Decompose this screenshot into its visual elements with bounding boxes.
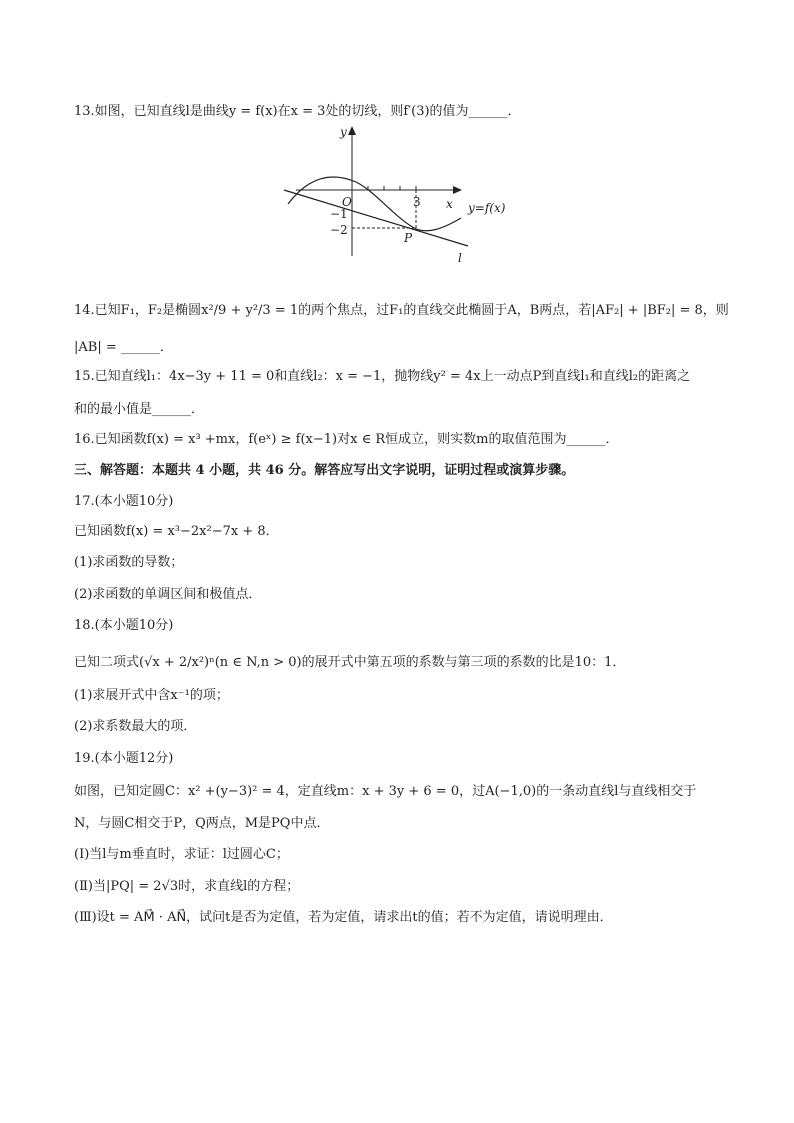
question-19-part2: (Ⅱ)当|PQ| = 2√3时，求直线l的方程； — [74, 879, 300, 894]
question-18-part2: (2)求系数最大的项． — [74, 719, 197, 734]
question-13: 13.如图，已知直线l是曲线y = f(x)在x = 3处的切线，则f′(3)的值为______． — [74, 104, 521, 119]
question-19-part1: (Ⅰ)当l与m垂直时，求证：l过圆心C； — [74, 847, 289, 862]
question-15-line1: 15.已知直线l₁：4x−3y + 11 = 0和直线l₂：x = −1，抛物线y² = 4x上一动点P到直线l₁和直线l₂的距离之 — [74, 369, 691, 384]
label-x: x — [446, 197, 453, 211]
question-18-heading: 18.(本小题10分) — [74, 618, 174, 633]
tangent-graph — [276, 122, 526, 270]
question-16: 16.已知函数f(x) = x³ +mx，f(eˣ) ≥ f(x−1)对x ∈ R恒成立，则实数m的取值范围为______． — [74, 432, 619, 447]
label-three: 3 — [413, 195, 421, 209]
label-neg-one: −1 — [330, 207, 348, 221]
question-19-body-line2: N，与圆C相交于P，Q两点，M是PQ中点． — [74, 816, 330, 831]
x-axis-arrow — [453, 186, 462, 194]
label-origin: O — [342, 195, 352, 209]
label-neg-two: −2 — [330, 223, 348, 237]
tangent-figure — [276, 122, 526, 270]
label-curve: y=f(x) — [468, 201, 506, 215]
question-18-part1: (1)求展开式中含x⁻¹的项； — [74, 688, 229, 703]
question-19-part3: (Ⅲ)设t = AM⃗ · AN⃗，试问t是否为定值，若为定值，请求出t的值；若不为定值，请说明理由． — [74, 910, 613, 925]
question-19-body-line1: 如图，已知定圆C：x² +(y−3)² = 4，定直线m：x + 3y + 6 = 0，过A(−1,0)的一条动直线l与直线相交于 — [74, 784, 697, 799]
question-17-part2: (2)求函数的单调区间和极值点． — [74, 587, 262, 602]
section-three-heading: 三、解答题：本题共 4 小题，共 46 分。解答应写出文字说明，证明过程或演算步骤。 — [74, 463, 575, 478]
question-18-body: 已知二项式(√x + 2/x²)ⁿ(n ∈ N,n > 0)的展开式中第五项的系数与第三项的系数的比是10：1． — [74, 655, 626, 670]
question-17-part1: (1)求函数的导数； — [74, 555, 184, 570]
label-y: y — [340, 125, 347, 139]
curve-f — [288, 177, 461, 231]
question-14-line2: |AB| = ______． — [74, 340, 173, 355]
tangent-line-l — [284, 190, 468, 246]
question-19-heading: 19.(本小题12分) — [74, 751, 174, 766]
question-14-line1: 14.已知F₁，F₂是椭圆x²/9 + y²/3 = 1的两个焦点，过F₁的直线交此椭圆于A，B两点，若|AF₂| + |BF₂| = 8，则 — [74, 303, 729, 318]
question-15-line2: 和的最小值是______． — [74, 402, 205, 417]
question-17-heading: 17.(本小题10分) — [74, 494, 174, 509]
y-axis-arrow — [348, 126, 356, 135]
label-point-p: P — [404, 231, 413, 245]
label-line-l: l — [458, 251, 462, 265]
question-17-body: 已知函数f(x) = x³−2x²−7x + 8． — [74, 524, 279, 539]
